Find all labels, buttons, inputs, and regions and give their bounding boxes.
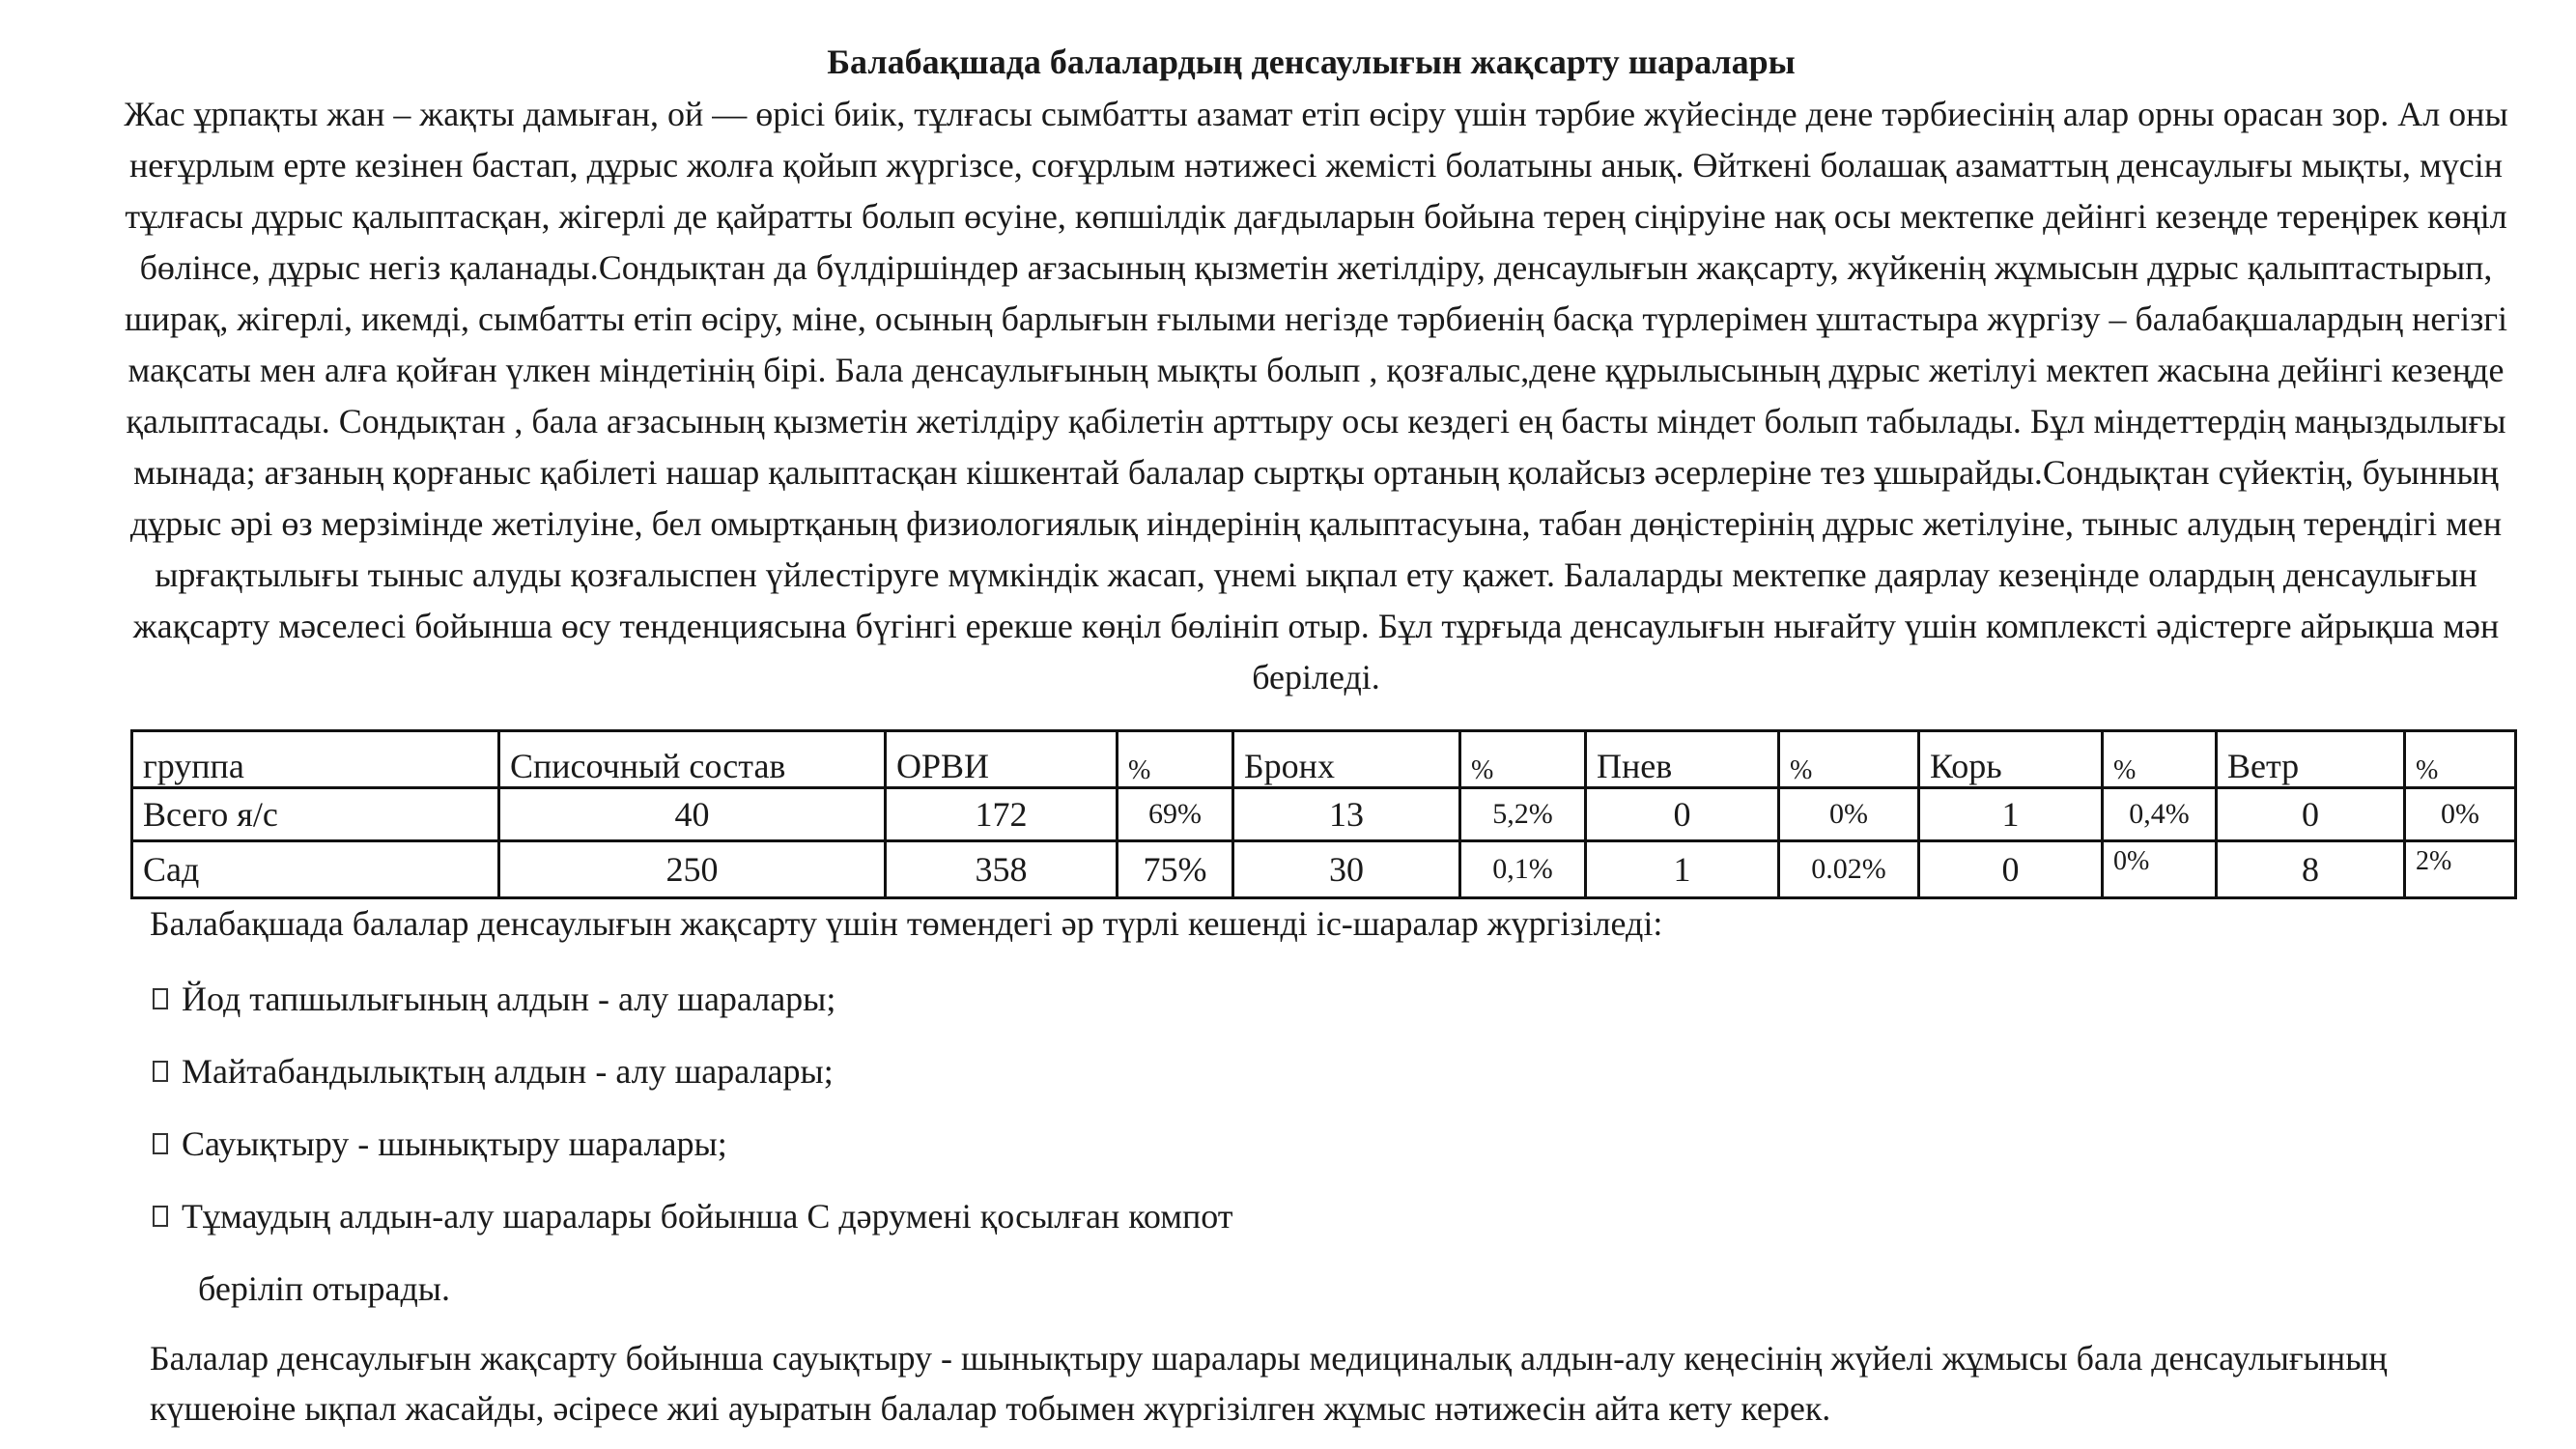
table-header-cell: группа bbox=[132, 731, 499, 788]
table-cell: 2% bbox=[2405, 840, 2516, 897]
table-cell: 0% bbox=[2405, 788, 2516, 841]
checkbox-glyph-icon bbox=[153, 1206, 168, 1227]
table-cell: 0,4% bbox=[2103, 788, 2217, 841]
table-cell: 8 bbox=[2217, 840, 2405, 897]
table-cell: 75% bbox=[1118, 840, 1233, 897]
table-header-row bbox=[132, 731, 2516, 788]
measure-item bbox=[153, 1119, 727, 1169]
table-cell: Сад bbox=[132, 840, 499, 897]
table-cell: 30 bbox=[1233, 840, 1460, 897]
measure-item-text: Тұмаудың алдын-алу шаралары бойынша С дәрумені қосылған компот bbox=[182, 1197, 1233, 1236]
table-cell: 0% bbox=[1779, 788, 1919, 841]
closing-paragraph: Балалар денсаулығын жақсарту бойынша сауықтыру - шынықтыру шаралары медициналық алдын-алу кеңесінің жүйелі жұмысы бала денсаулығының күшеюіне ықпал жасайды, әсіресе жиі ауыратын балалар тобымен жүргізілген жұмыс нәтижесін айта кету керек. bbox=[150, 1339, 2388, 1428]
illness-statistics-table bbox=[130, 729, 2517, 899]
table-cell: 1 bbox=[1919, 788, 2103, 841]
document-title: Балабақшада балалардың денсаулығын жақсарту шаралары bbox=[827, 43, 1796, 81]
measure-item bbox=[153, 974, 835, 1024]
table-header-cell: % bbox=[2405, 731, 2516, 788]
intro-paragraph: Жас ұрпақты жан – жақты дамыған, ой — өрісі биік, тұлғасы сымбатты азамат етіп өсіру үшін тәрбие жүйесінде дене тәрбиесінің алар орны орасан зор. Ал оны неғұрлым ерте кезінен бастап, дұрыс жолға қойып жүргізсе, соғұрлым нәтижесі жемісті болатыны анық. Өйткені болашақ азаматтың денсаулығы мықты, мүсін тұлғасы дұрыс қалыптасқан, жігерлі де қайратты болып өсуіне, көпшілдік дағдыларын бойына терең сіңіруіне нақ осы мектепке дейінгі кезеңде тереңірек көңіл бөлінсе, дұрыс негіз қаланады.Сондықтан да бүлдіршіндер ағзасының қызметін жетілдіру, денсаулығын жақсарту, жүйкенің жұмысын дұрыс қалыптастырып, ширақ, жігерлі, икемді, сымбатты етіп өсіру, міне, осының барлығын ғылыми негізде тәрбиенің басқа түрлерімен ұштастыра жүргізу – балабақшалардың негізгі мақсаты мен алға қойған үлкен міндетінің бірі. Бала денсаулығының мықты болып , қозғалыс,дене құрылысының дұрыс жетілуі мектеп жасына дейінгі кезеңде қалыптасады. Сондықтан , бала ағзасының қызметін жетілдіру қабілетін арттыру осы кездегі ең басты міндет болып табылады. Бұл міндеттердің маңыздылығы мынада; ағзаның қорғаныс қабілеті нашар қалыптасқан кішкентай балалар сыртқы ортаның қолайсыз әсерлеріне тез ұшырайды.Сондықтан сүйектің, буынның дұрыс әрі өз мерзімінде жетілуіне, бел омыртқаның физиологиялық иіндерінің қалыптасуына, табан дөңістерінің дұрыс жетілуіне, тыныс алудың тереңдігі мен ырғақтылығы тыныс алуды қозғалыспен үйлестіруге мүмкіндік жасап, үнемі ықпал ету қажет. Балаларды мектепке даярлау кезеңінде олардың денсаулығын жақсарту мәселесі бойынша өсу тенденциясына бүгінгі ерекше көңіл бөлініп отыр. Бұл тұрғыда денсаулығын нығайту үшін комплексті әдістерге айрықша мән беріледі. bbox=[124, 95, 2508, 696]
table-header-cell: % bbox=[1779, 731, 1919, 788]
table-cell: 250 bbox=[499, 840, 886, 897]
table-cell: 40 bbox=[499, 788, 886, 841]
table-row bbox=[132, 788, 2516, 841]
table-cell: 358 bbox=[886, 840, 1118, 897]
measure-item-text: Майтабандылықтың алдын - алу шаралары; bbox=[182, 1052, 834, 1091]
table-header-cell: Пнев bbox=[1586, 731, 1779, 788]
table-header-cell: % bbox=[1460, 731, 1586, 788]
checkbox-glyph-icon bbox=[153, 988, 168, 1009]
checkbox-glyph-icon bbox=[153, 1061, 168, 1082]
table-cell: Всего я/с bbox=[132, 788, 499, 841]
table-cell: 0,1% bbox=[1460, 840, 1586, 897]
measure-continuation: беріліп отырады. bbox=[198, 1269, 450, 1308]
measure-item bbox=[153, 1046, 834, 1096]
table-cell: 0 bbox=[2217, 788, 2405, 841]
table-header-cell: Списочный состав bbox=[499, 731, 886, 788]
table-header-cell: Ветр bbox=[2217, 731, 2405, 788]
checkbox-glyph-icon bbox=[153, 1133, 168, 1154]
table-cell: 13 bbox=[1233, 788, 1460, 841]
table-cell: 1 bbox=[1586, 840, 1779, 897]
measure-item bbox=[153, 1191, 1233, 1241]
measure-item-text: Йод тапшылығының алдын - алу шаралары; bbox=[182, 980, 836, 1018]
table-header-cell: % bbox=[1118, 731, 1233, 788]
table-cell: 0% bbox=[2103, 840, 2217, 897]
measure-item-text: Сауықтыру - шынықтыру шаралары; bbox=[182, 1124, 727, 1163]
table-cell: 0 bbox=[1586, 788, 1779, 841]
table-row bbox=[132, 840, 2516, 897]
measures-intro: Балабақшада балалар денсаулығын жақсарту үшін төмендегі әр түрлі кешенді іс-шаралар жүргізіледі: bbox=[150, 904, 1663, 943]
table-cell: 0 bbox=[1919, 840, 2103, 897]
table-cell: 5,2% bbox=[1460, 788, 1586, 841]
table-cell: 69% bbox=[1118, 788, 1233, 841]
table-header-cell: % bbox=[2103, 731, 2217, 788]
table-header-cell: Корь bbox=[1919, 731, 2103, 788]
table-cell: 172 bbox=[886, 788, 1118, 841]
table-cell: 0.02% bbox=[1779, 840, 1919, 897]
table-header-cell: Бронх bbox=[1233, 731, 1460, 788]
table-header-cell: ОРВИ bbox=[886, 731, 1118, 788]
